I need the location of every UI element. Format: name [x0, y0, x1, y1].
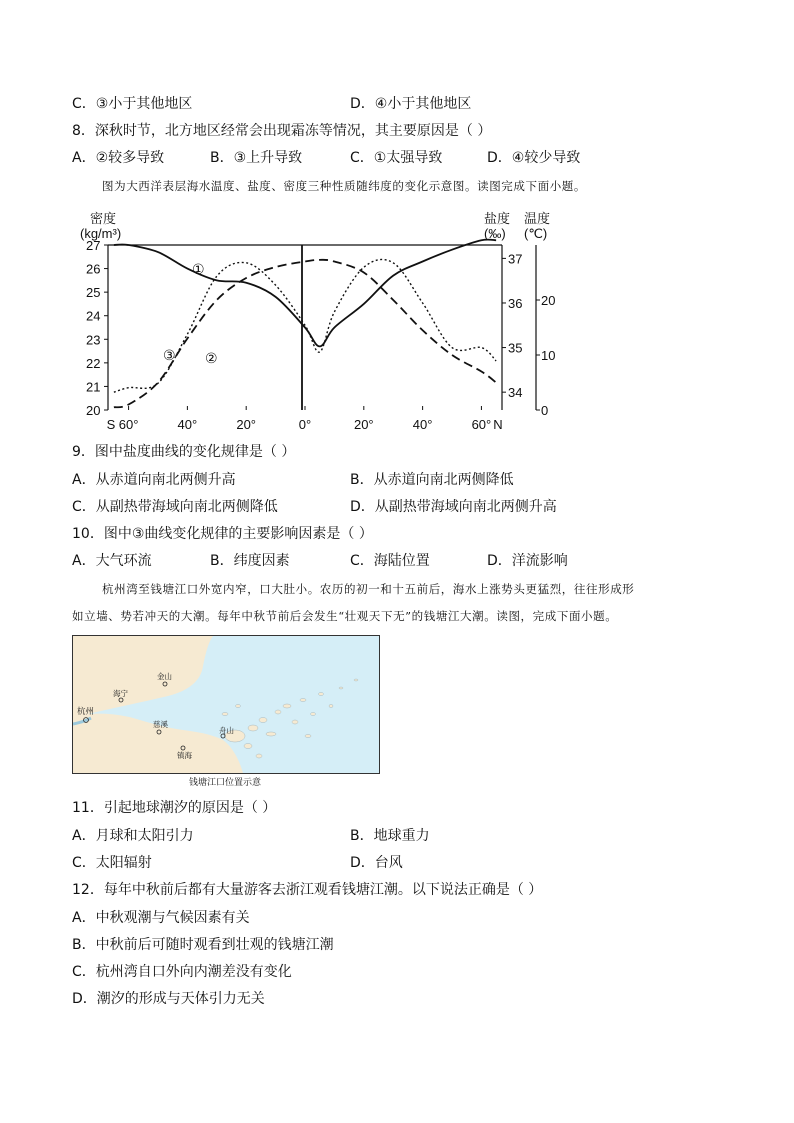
qiantang-estuary-map: [72, 635, 380, 774]
tide-intro-line2: 如立墙、势若冲天的大潮。每年中秋节前后会发生“壮观天下无”的钱塘江大潮。读图，完成下面小题。: [72, 609, 618, 623]
q11-stem: 11．引起地球潮汐的原因是（ ）: [72, 800, 277, 816]
q11-option-b: B．地球重力: [350, 828, 430, 844]
salinity-axis-title: 盐度: [484, 211, 511, 226]
x-tick-label: 20°: [353, 417, 374, 432]
salinity-curve: [114, 259, 496, 392]
q10-option-c: C．海陆位置: [350, 553, 430, 569]
salinity-tick-label: 37: [508, 251, 523, 267]
q11-option-a: A．月球和太阳引力: [72, 828, 194, 844]
density-axis-title: 密度: [90, 211, 117, 226]
q11-option-d: D．台风: [350, 855, 403, 871]
x-tick-label: 20°: [236, 417, 257, 432]
density-tick-label: 26: [86, 261, 101, 277]
q12-option-b: B．中秋前后可随时观看到壮观的钱塘江潮: [72, 937, 334, 953]
q8-stem: 8．深秋时节，北方地区经常会出现霜冻等情况，其主要原因是（ ）: [72, 123, 492, 139]
haining-marker: [119, 698, 123, 702]
tide-intro-line1: 杭州湾至钱塘江口外宽内窄，口大肚小。农历的初一和十五前后，海水上涨势头更猛烈，往往形成形: [102, 582, 635, 596]
q8-option-a: A．②较多导致: [72, 150, 165, 166]
salinity-axis-unit: (‰): [484, 226, 506, 241]
ocean-properties-chart: [78, 205, 568, 433]
x-tick-label: 0°: [298, 417, 312, 432]
density-tick-label: 23: [86, 332, 101, 348]
temperature-axis-title: 温度: [524, 211, 551, 226]
q10-option-d: D．洋流影响: [487, 553, 568, 569]
q8-option-b: B．③上升导致: [210, 150, 303, 166]
q11-option-c: C．太阳辐射: [72, 855, 152, 871]
q8-option-d: D．④较少导致: [487, 150, 581, 166]
q12-option-c: C．杭州湾自口外向内潮差没有变化: [72, 964, 292, 980]
q10-stem: 10．图中③曲线变化规律的主要影响因素是（ ）: [72, 526, 373, 542]
q9-option-c: C．从副热带海域向南北两侧降低: [72, 499, 278, 515]
q7-option-d: D．④小于其他地区: [350, 96, 472, 112]
x-tick-label: 60°: [118, 417, 139, 432]
q12-option-d: D．潮汐的形成与天体引力无关: [72, 991, 265, 1007]
map-label-haining: 海宁: [113, 689, 128, 698]
density-tick-label: 22: [86, 355, 101, 371]
density-tick-label: 20: [86, 403, 101, 418]
salinity-tick-label: 36: [508, 295, 523, 311]
x-tick-label: 60°: [471, 417, 492, 432]
temperature-tick-label: 10: [541, 348, 556, 363]
temperature-tick-label: 0: [541, 403, 549, 418]
density-tick-label: 21: [86, 379, 101, 395]
map-graphic: [73, 636, 379, 773]
map-label-zhenhai: 镇海: [177, 751, 192, 760]
q9-stem: 9．图中盐度曲线的变化规律是（ ）: [72, 444, 296, 460]
map-label-jinshan: 金山: [157, 672, 172, 681]
density-tick-label: 25: [86, 285, 101, 301]
x-tick-label: 40°: [177, 417, 198, 432]
curve-label-1: ①: [192, 262, 205, 278]
q10-option-a: A．大气环流: [72, 553, 152, 569]
curve-label-3: ③: [163, 348, 176, 364]
curve-label-2: ②: [205, 351, 218, 367]
temperature-curve: [114, 260, 496, 407]
salinity-tick-label: 34: [508, 385, 523, 401]
salinity-tick-label: 35: [508, 340, 523, 356]
q12-option-a: A．中秋观潮与气候因素有关: [72, 910, 250, 926]
temperature-axis-unit: (℃): [524, 226, 548, 241]
chart-intro: 图为大西洋表层海水温度、盐度、密度三种性质随纬度的变化示意图。读图完成下面小题。: [102, 179, 586, 193]
temperature-tick-label: 20: [541, 293, 556, 308]
jinshan-marker: [163, 682, 167, 686]
x-tick-label: S: [106, 417, 116, 432]
q10-option-b: B．纬度因素: [210, 553, 290, 569]
q8-option-c: C．①太强导致: [350, 150, 443, 166]
q12-stem: 12．每年中秋前后都有大量游客去浙江观看钱塘江潮。以下说法正确是（ ）: [72, 882, 543, 898]
map-label-hangzhou: 杭州: [77, 707, 95, 717]
map-label-zhoushan: 舟山: [219, 726, 234, 735]
map-label-cixi: 慈溪: [153, 720, 168, 729]
x-tick-label: N: [493, 417, 503, 432]
density-tick-label: 27: [86, 238, 101, 253]
density-axis-unit: (kg/m³): [80, 226, 122, 241]
x-tick-label: 40°: [412, 417, 433, 432]
q7-option-c: C．③小于其他地区: [72, 96, 193, 112]
q9-option-a: A．从赤道向南北两侧升高: [72, 472, 236, 488]
q9-option-b: B．从赤道向南北两侧降低: [350, 472, 514, 488]
map-caption: 钱塘江口位置示意: [188, 778, 261, 788]
q9-option-d: D．从副热带海域向南北两侧升高: [350, 499, 557, 515]
density-tick-label: 24: [86, 308, 101, 324]
